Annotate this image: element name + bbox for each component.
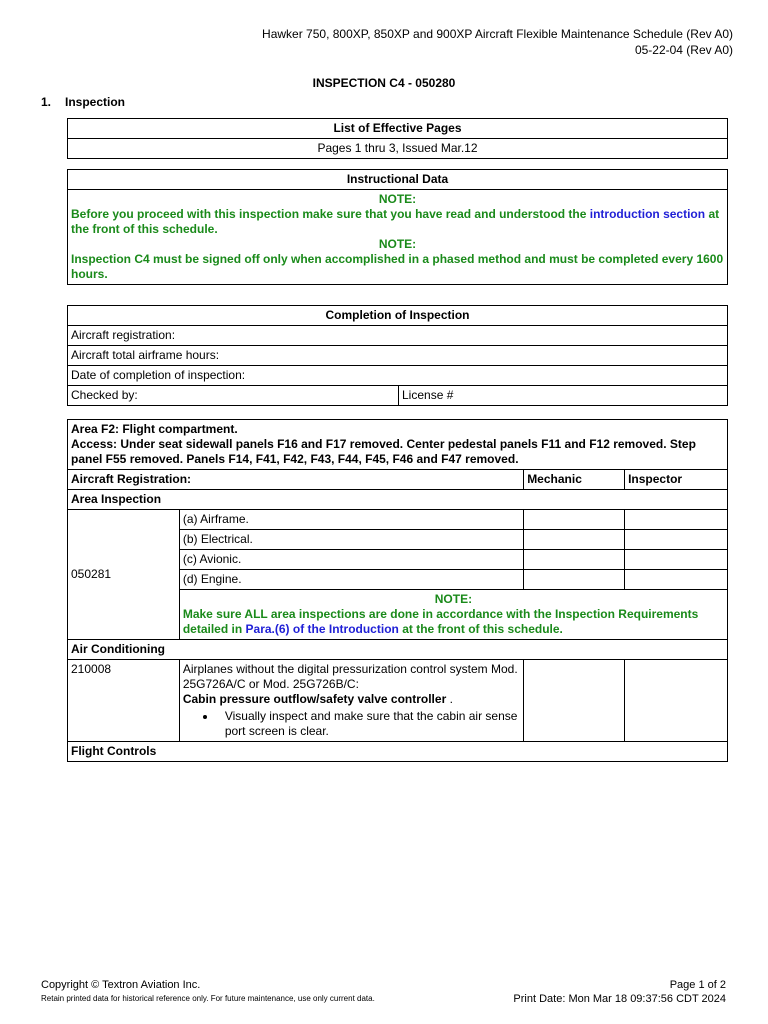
license-field[interactable]: License # bbox=[399, 386, 728, 406]
ac-item-text: Airplanes without the digital pressurization control system Mod. 25G726A/C or Mod. 25G726B/C: bbox=[182, 662, 518, 691]
air-conditioning-label: Air Conditioning bbox=[68, 640, 728, 660]
footer-right bbox=[513, 978, 726, 1006]
effective-pages-heading: List of Effective Pages bbox=[68, 119, 728, 139]
inspector-signoff[interactable] bbox=[625, 660, 728, 742]
ac-item-description bbox=[179, 660, 523, 742]
effective-pages-table bbox=[67, 118, 728, 159]
note-text-part: Before you proceed with this inspection make sure that you have read and understood the bbox=[71, 207, 590, 221]
mechanic-signoff[interactable] bbox=[524, 510, 625, 530]
mechanic-label: Mechanic bbox=[524, 470, 625, 490]
note-text-part: Make sure ALL area inspections are done in accordance with the Inspection Requirements detailed in bbox=[182, 607, 699, 636]
checked-by-field[interactable]: Checked by: bbox=[68, 386, 399, 406]
note-text bbox=[183, 607, 724, 637]
mechanic-signoff[interactable] bbox=[524, 550, 625, 570]
mechanic-signoff[interactable] bbox=[524, 660, 625, 742]
instructional-heading: Instructional Data bbox=[68, 170, 728, 190]
inspector-signoff[interactable] bbox=[625, 570, 728, 590]
mechanic-signoff[interactable] bbox=[524, 570, 625, 590]
ac-item-component bbox=[183, 692, 520, 707]
area-description bbox=[68, 420, 728, 470]
ac-item-code: 210008 bbox=[68, 660, 180, 742]
area-title: Area F2: Flight compartment. bbox=[71, 422, 238, 436]
introduction-para-link[interactable]: Para.(6) of the Introduction bbox=[245, 622, 399, 636]
effective-pages-value: Pages 1 thru 3, Issued Mar.12 bbox=[68, 139, 728, 159]
copyright: Copyright © Textron Aviation Inc. bbox=[41, 979, 201, 991]
inspection-item: (c) Avionic. bbox=[179, 550, 523, 570]
area-table bbox=[67, 419, 728, 762]
note-text-part: at the front of this schedule. bbox=[398, 622, 563, 636]
disclaimer: Retain printed data for historical reference only. For future maintenance, use only current data. bbox=[41, 994, 375, 1003]
ac-instruction: • Visually inspect and make sure that the cabin air sense port screen is clear. bbox=[217, 709, 520, 739]
inspection-item: (a) Airframe. bbox=[179, 510, 523, 530]
print-date: Print Date: Mon Mar 18 09:37:56 CDT 2024 bbox=[513, 993, 726, 1005]
ac-component-name: Cabin pressure outflow/safety valve controller bbox=[182, 692, 447, 706]
footer-left bbox=[41, 978, 375, 1006]
mechanic-signoff[interactable] bbox=[524, 530, 625, 550]
note-text: Inspection C4 must be signed off only when accomplished in a phased method and must be completed every 1600 hours. bbox=[71, 252, 724, 281]
inspection-item: (b) Electrical. bbox=[179, 530, 523, 550]
inspection-item: (d) Engine. bbox=[179, 570, 523, 590]
header-revision: 05-22-04 (Rev A0) bbox=[634, 43, 733, 57]
note-label: NOTE: bbox=[378, 192, 417, 206]
aircraft-registration-label: Aircraft Registration: bbox=[68, 470, 524, 490]
item-code: 050281 bbox=[68, 510, 180, 640]
document-header bbox=[262, 26, 733, 58]
note-label: NOTE: bbox=[378, 237, 417, 251]
completion-table bbox=[67, 305, 728, 406]
introduction-link[interactable]: introduction section bbox=[589, 207, 706, 221]
area-note bbox=[179, 590, 727, 640]
ac-instruction-list bbox=[183, 709, 520, 739]
page-number: Page 1 of 2 bbox=[669, 979, 726, 991]
note-text-part: at the front of this schedule. bbox=[71, 207, 720, 236]
completion-heading: Completion of Inspection bbox=[68, 306, 728, 326]
inspector-signoff[interactable] bbox=[625, 510, 728, 530]
area-access: Access: Under seat sidewall panels F16 and F17 removed. Center pedestal panels F11 and F12 removed. Step panel F55 removed. Panels F14, F41, F42, F43, F44, F45, F46 and F47 removed. bbox=[71, 437, 696, 466]
instructional-data-table bbox=[67, 169, 728, 285]
airframe-hours-field[interactable]: Aircraft total airframe hours: bbox=[68, 346, 728, 366]
note-label: NOTE: bbox=[434, 592, 473, 606]
ac-component-suffix: . bbox=[446, 692, 453, 706]
section-label: Inspection bbox=[65, 95, 126, 109]
area-inspection-label: Area Inspection bbox=[68, 490, 728, 510]
flight-controls-label: Flight Controls bbox=[68, 742, 728, 762]
registration-field[interactable]: Aircraft registration: bbox=[68, 326, 728, 346]
header-title: Hawker 750, 800XP, 850XP and 900XP Aircraft Flexible Maintenance Schedule (Rev A0) bbox=[262, 27, 733, 41]
section-number: 1. bbox=[41, 95, 52, 109]
note-text bbox=[71, 207, 724, 237]
inspector-signoff[interactable] bbox=[625, 530, 728, 550]
inspector-signoff[interactable] bbox=[625, 550, 728, 570]
inspector-label: Inspector bbox=[625, 470, 728, 490]
inspection-title: INSPECTION C4 - 050280 bbox=[312, 76, 456, 90]
instructional-notes bbox=[68, 190, 728, 285]
section-heading bbox=[41, 95, 125, 109]
completion-date-field[interactable]: Date of completion of inspection: bbox=[68, 366, 728, 386]
